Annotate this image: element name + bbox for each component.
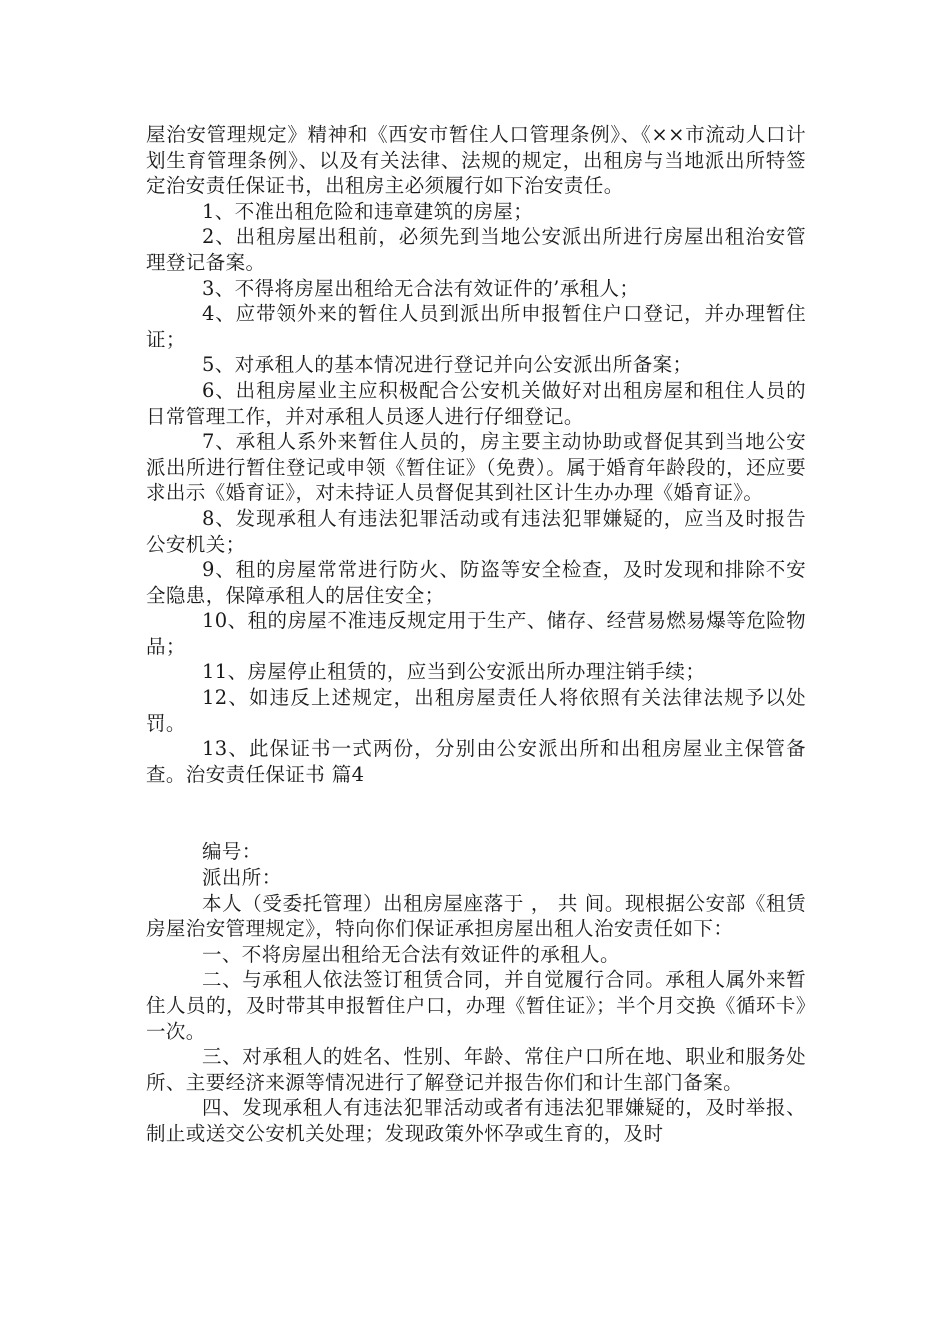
part1-item-6: 6、出租房屋业主应积极配合公安机关做好对出租房屋和租住人员的日常管理工作，并对承租人员逐人进行仔细登记。: [146, 378, 806, 428]
part1-item-3: 3、不得将房屋出租给无合法有效证件的’承租人；: [202, 276, 640, 300]
part1-item-9: 9、租的房屋常常进行防火、防盗等安全检查，及时发现和排除不安全隐患，保障承租人的居住安全；: [146, 558, 806, 607]
part2-intro-paragraph: 本人（受委托管理）出租房屋座落于 ， 共 间。现根据公安部《租赁房屋治安管理规定》，特向你们保证承担房屋出租人治安责任如下：: [146, 891, 806, 941]
part2-item-1: 一、不将房屋出租给无合法有效证件的承租人。: [202, 942, 620, 966]
part1-item-13: 13、此保证书一式两份，分别由公安派出所和出租房屋业主保管备查。治安责任保证书 篇4: [146, 737, 806, 786]
station-label: 派出所：: [202, 866, 282, 890]
part2-item-4: 四、发现承租人有违法犯罪活动或者有违法犯罪嫌疑的，及时举报、制止或送交公安机关处理；发现政策外怀孕或生育的，及时: [146, 1096, 806, 1145]
part1-item-4: 4、应带领外来的暂住人员到派出所申报暂住户口登记，并办理暂住证；: [146, 302, 806, 351]
part2-item-2: 二、与承租人依法签订租赁合同，并自觉履行合同。承租人属外来暂住人员的，及时带其申报暂住户口，办理《暂住证》；半个月交换《循环卡》一次。: [146, 968, 806, 1043]
part1-item-8: 8、发现承租人有违法犯罪活动或有违法犯罪嫌疑的，应当及时报告公安机关；: [146, 506, 806, 556]
part1-item-7: 7、承租人系外来暂住人员的，房主要主动协助或督促其到当地公安派出所进行暂住登记或申领《暂住证》（免费）。属于婚育年龄段的，还应要求出示《婚育证》，对未持证人员督促其到社区计生办办理《婚育证》。: [146, 430, 806, 505]
section-gap: [146, 787, 806, 839]
part1-item-1: 1、不准出租危险和违章建筑的房屋；: [202, 199, 534, 223]
part1-item-5: 5、对承租人的基本情况进行登记并向公安派出所备案；: [202, 353, 693, 377]
part1-item-12: 12、如违反上述规定，出租房屋责任人将依照有关法律法规予以处罚。: [146, 686, 806, 735]
number-label: 编号：: [202, 840, 262, 864]
document-page: [146, 122, 806, 1147]
part1-intro-paragraph: 屋治安管理规定》精神和《西安市暂住人口管理条例》、《××市流动人口计划生育管理条例》、以及有关法律、法规的规定，出租房与当地派出所特签定治安责任保证书，出租房主必须履行如下治安责任。: [146, 123, 806, 198]
part1-item-10: 10、租的房屋不准违反规定用于生产、储存、经营易燃易爆等危险物品；: [146, 609, 806, 658]
part1-item-11: 11、房屋停止租赁的，应当到公安派出所办理注销手续；: [202, 660, 706, 684]
part2-item-3: 三、对承租人的姓名、性别、年龄、常住户口所在地、职业和服务处所、主要经济来源等情况进行了解登记并报告你们和计生部门备案。: [146, 1045, 806, 1094]
part1-item-2: 2、出租房屋出租前，必须先到当地公安派出所进行房屋出租治安管理登记备案。: [146, 225, 806, 274]
